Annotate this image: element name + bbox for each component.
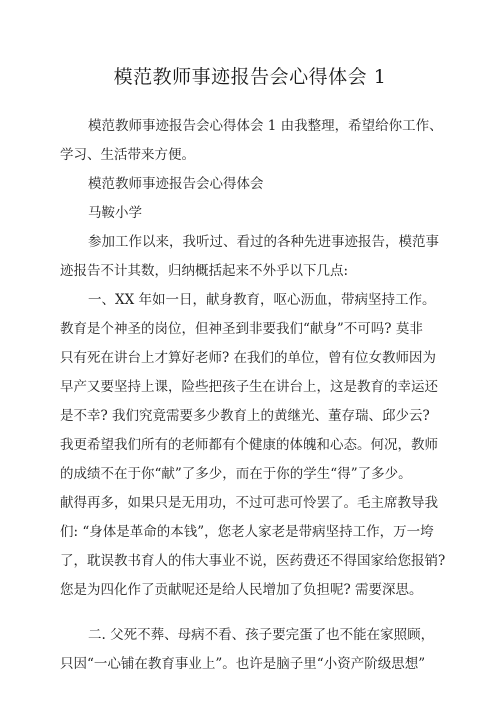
- paragraph-line: 只有死在讲台上才算好老师? 在我们的单位，曾有位女教师因为: [60, 350, 437, 366]
- paragraph-line: 教育是个神圣的岗位，但神圣到非要我们“献身”不可吗? 莫非: [60, 321, 423, 337]
- document-title: 模范教师事迹报告会心得体会 1: [113, 66, 387, 88]
- paragraph-line: 的成绩不在于你“献”了多少，而在于你的学生“得”了多少。: [60, 466, 412, 482]
- document-body: [60, 116, 445, 683]
- paragraph-line: 了，耽误教书育人的伟大事业不说，医药费还不得国家给您报销?: [60, 553, 445, 569]
- paragraph-line: 我更希望我们所有的老师都有个健康的体魄和心态。何况，教师: [60, 437, 438, 453]
- paragraph-line: 们: “身体是革命的本钱”，您老人家老是带病坚持工作，万一垮: [60, 524, 434, 540]
- paragraph-line: 模范教师事迹报告会心得体会: [88, 176, 264, 192]
- paragraph-line: 二. 父死不葬、母病不看、孩子要完蛋了也不能在家照顾，: [88, 627, 435, 643]
- paragraph-line: 是不幸? 我们究竟需要多少教育上的黄继光、董存瑞、邱少云?: [60, 408, 430, 424]
- paragraph-line: 模范教师事迹报告会心得体会 1 由我整理，希望给你工作、: [88, 118, 443, 134]
- paragraph-line: 马鞍小学: [88, 205, 142, 221]
- paragraph-line: 早产又要坚持上课，险些把孩子生在讲台上，这是教育的幸运还: [60, 379, 438, 395]
- paragraph-line: 只因“一心铺在教育事业上”。也许是脑子里“小资产阶级思想”: [60, 656, 426, 672]
- paragraph-line: 献得再多，如果只是无用功，不过可悲可怜罢了。毛主席教导我: [60, 495, 438, 511]
- paragraph-line: 您是为四化作了贡献呢还是给人民增加了负担呢? 需要深思。: [60, 582, 423, 598]
- paragraph-line: 迹报告不计其数，归纳概括起来不外乎以下几点:: [60, 263, 349, 279]
- paragraph-line: 参加工作以来，我听过、看过的各种先进事迹报告，模范事: [88, 234, 439, 250]
- paragraph-line: 一、XX 年如一日，献身教育，呕心沥血，带病坚持工作。: [88, 292, 436, 308]
- paragraph-line: 学习、生活带来方便。: [60, 147, 195, 163]
